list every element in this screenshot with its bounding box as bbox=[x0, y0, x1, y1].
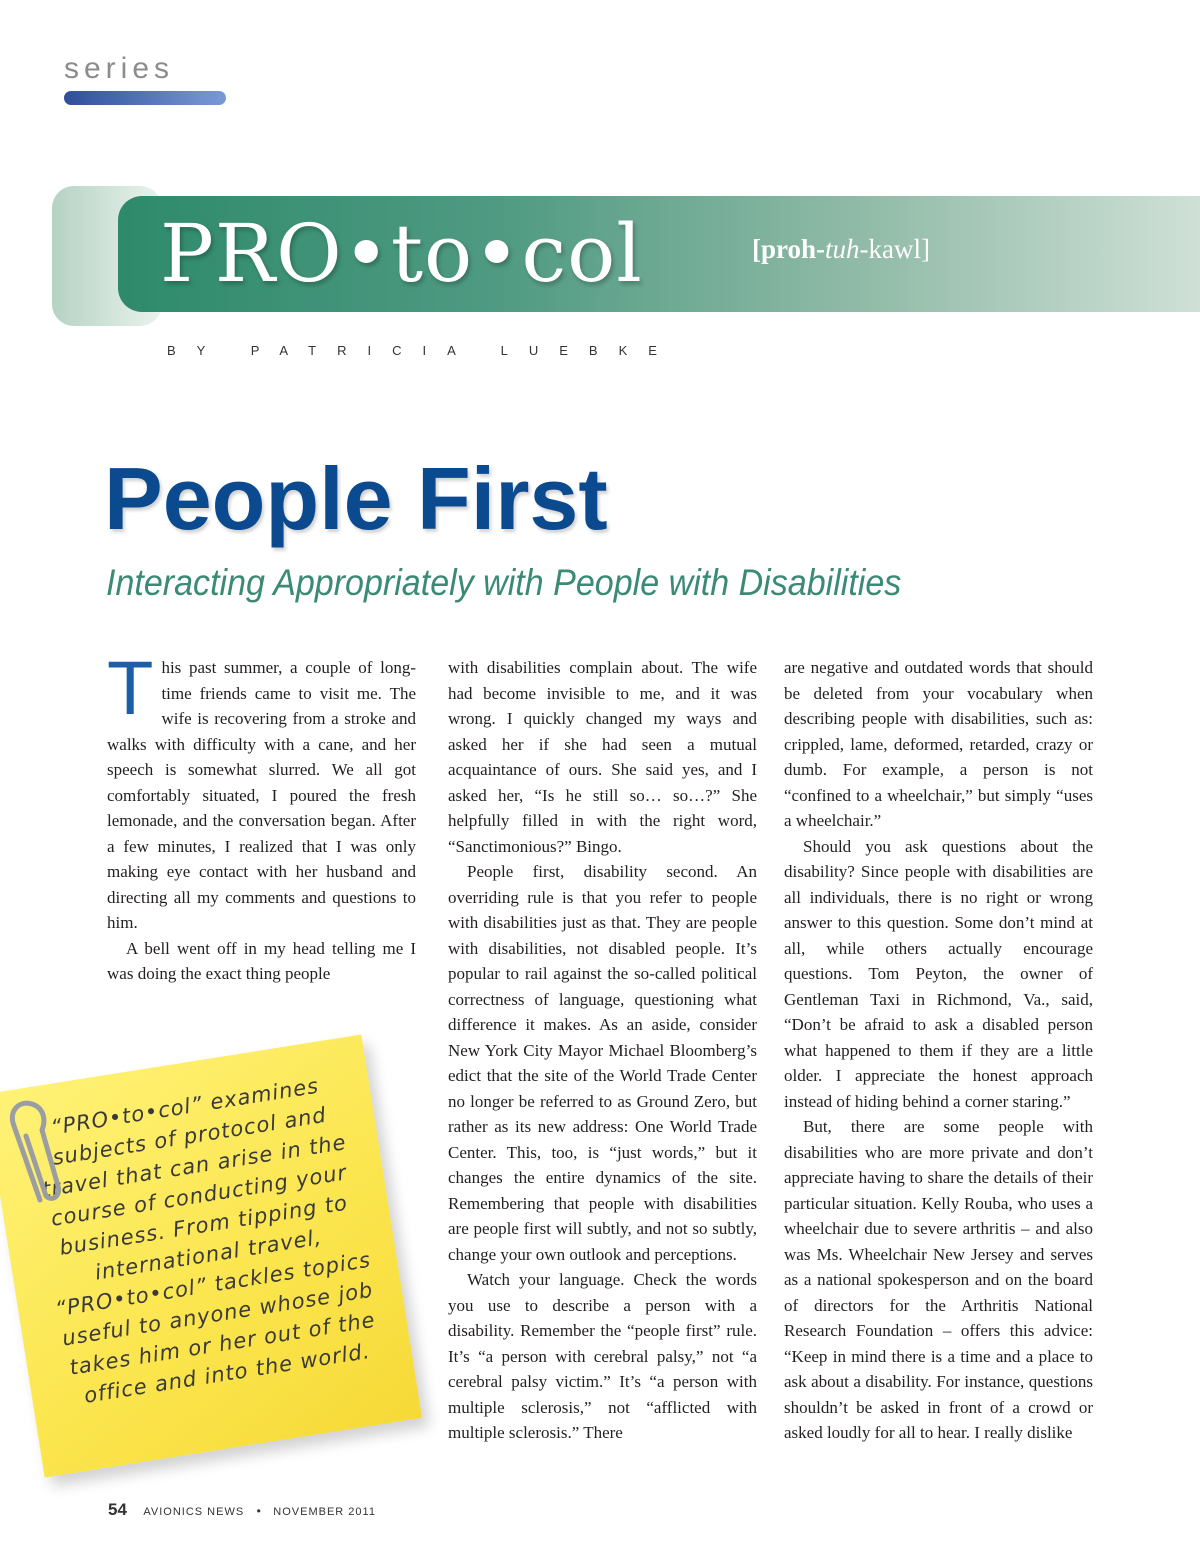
series-label: series bbox=[64, 52, 175, 85]
article-column-2 bbox=[448, 655, 757, 1446]
article-column-3 bbox=[784, 655, 1093, 1446]
paragraph: with disabilities complain about. The wife had become invisible to me, and it was wrong. I quickly changed my ways and asked her if she had seen a mutual acquaintance of ours. She said yes, and I asked her, “Is he still so… so…?” She helpfully filled in with the right word, “Sanctimonious?” Bingo. bbox=[448, 658, 757, 856]
paragraph: But, there are some people with disabilities who are more private and don’t appreciate having to share the details of their particular situation. Kelly Rouba, who uses a wheelchair due to severe arthritis – and also was Ms. Wheelchair New Jersey and serves as a national spokesperson and on the board of directors for the Arthritis National Research Foundation – offers this advice: “Keep in mind there is a time and a place to ask about a disability. For instance, questions shouldn’t be asked in front of a crowd or asked loudly for all to hear. I really dislike bbox=[784, 1117, 1093, 1442]
paragraph: Watch your language. Check the words you use to describe a person with a disability. Remember the “people first” rule. It’s “a person with cerebral palsy,” not “a cerebral palsy victim.” It’s “a person with multiple sclerosis,” not “afflicted with multiple sclerosis.” There bbox=[448, 1270, 757, 1442]
drop-cap: T bbox=[107, 646, 154, 731]
paragraph: People first, disability second. An overriding rule is that you refer to people with disabilities just as that. They are people with disabilities, not disabled people. It’s popular to rail against the so-called political correctness of language, questioning what difference it makes. As an aside, consider New York City Mayor Michael Bloomberg’s edict that the site of the World Trade Center no longer be referred to as Ground Zero, but rather as its new address: One World Trade Center. This, too, is “just words,” but it changes the entire dynamics of the site. Remembering that people with disabilities are people first will subtly, and not so subtly, change your own outlook and perceptions. bbox=[448, 862, 757, 1264]
paragraph: are negative and outdated words that should be deleted from your vocabulary when describing people with disabilities, such as: crippled, lame, deformed, retarded, crazy or dumb. For example, a person is not “confined to a wheelchair,” but simply “uses a wheelchair.” bbox=[784, 658, 1093, 830]
issue-date: NOVEMBER 2011 bbox=[273, 1506, 376, 1518]
page-number: 54 bbox=[108, 1500, 127, 1519]
paragraph: his past summer, a couple of long-time friends came to visit me. The wife is recovering from a stroke and walks with difficulty with a cane, and her speech is somewhat slurred. We all got comfortably situated, I poured the fresh lemonade, and the conversation began. After a few minutes, I realized that I was only making eye contact with her husband and directing all my comments and questions to him. bbox=[107, 658, 416, 932]
article-column-1 bbox=[107, 646, 416, 987]
sticky-note-text: “PRO•to•col” examines subjects of protocol and travel that can arise in the course of conducting your business. From tipping to international travel, “PRO•to•col” tackles topics useful to anyone whose job takes him or her out of the office and into the world. bbox=[40, 1073, 378, 1408]
footer-separator: • bbox=[256, 1504, 261, 1518]
byline: BY PATRICIA LUEBKE bbox=[167, 343, 678, 358]
page-footer bbox=[108, 1500, 376, 1520]
pronunciation bbox=[752, 234, 930, 265]
paperclip-icon bbox=[0, 1096, 72, 1206]
publication-name: AVIONICS NEWS bbox=[143, 1506, 245, 1518]
article-subtitle: Interacting Appropriately with People with Disabilities bbox=[106, 562, 902, 603]
pron-rest: -kawl] bbox=[859, 234, 930, 264]
article-title: People First bbox=[104, 449, 608, 548]
paragraph: A bell went off in my head telling me I was doing the exact thing people bbox=[107, 938, 416, 983]
series-accent-bar bbox=[64, 91, 226, 105]
banner-title: PRO•to•col bbox=[160, 207, 643, 300]
pron-italic: tuh bbox=[825, 234, 860, 264]
paragraph: Should you ask questions about the disability? Since people with disabilities are all individuals, there is no right or wrong answer to this question. Some don’t mind at all, while others actually encourage questions. Tom Peyton, the owner of Gentleman Taxi in Richmond, Va., said, “Don’t be afraid to ask a disabled person what happened to them if they are a little older. I appreciate the honest approach instead of hiding behind a corner staring.” bbox=[784, 836, 1093, 1111]
pron-bold: [proh- bbox=[752, 234, 826, 264]
